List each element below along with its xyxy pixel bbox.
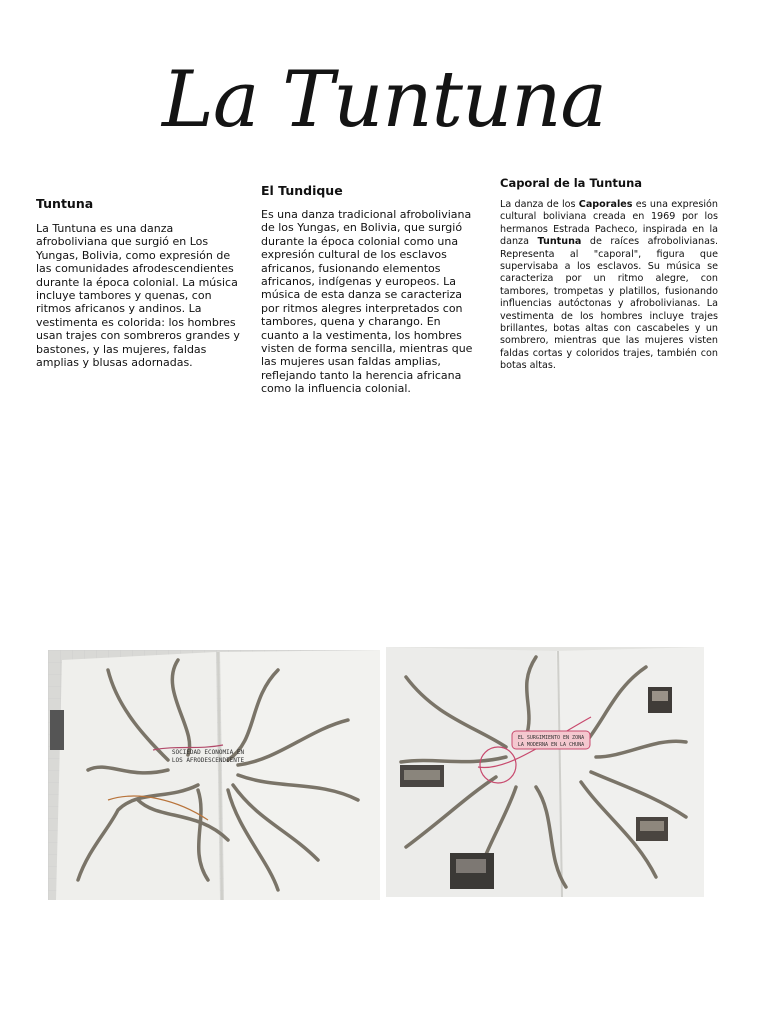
- section-body: [500, 199, 718, 373]
- section-body: Es una danza tradicional afroboliviana de los Yungas, en Bolivia, que surgió durante la época colonial como una expresión cultural de los esclavos africanos, fusionando elementos africanos, indígenas y europeos. La música de esta danza se caracteriza por ritmos alegres interpretados con tambores, quena y charango. En cuanto a la vestimenta, los hombres visten de forma sencilla, mientras que las mujeres usan faldas amplias, reflejando tanto la herencia africana como la influencia colonial.: [261, 208, 473, 396]
- body-text: de raíces afrobolivianas. Representa al "caporal", figura que supervisaba a los esclavos. Su música se caracteriza por un ritmo alegre, con tambores, trompetas y platillos, fusionando influencias autóctonas y afrobolivianas. La vestimenta de los hombres incluye trajes brillantes, botas altas con cascabeles y un sombrero, mientras que las mujeres visten faldas cortas y coloridos trajes, también con botas altas.: [500, 236, 719, 372]
- section-body: La Tuntuna es una danza afroboliviana que surgió en Los Yungas, Bolivia, como expresión de las comunidades afrodescendientes durante la época colonial. La música incluye tambores y quenas, con ritmos africanos y andinos. La vestimenta es colorida: los hombres usan trajes con sombreros grandes y bastones, y las mujeres, faldas amplias y blusas adornadas.: [36, 222, 240, 370]
- mind-map-center-text: SOCIEDAD ECONOMIA EN: [171, 749, 245, 756]
- section-heading: Tuntuna: [36, 196, 94, 211]
- mind-map-center-text: EL SURGIMIENTO EN ZONA: [517, 735, 585, 741]
- page-title: La Tuntuna: [162, 55, 606, 145]
- mind-map-photo-2: [386, 647, 704, 897]
- section-el-tundique: [261, 183, 475, 396]
- body-text: es una expresión cultural boliviana creada en 1969 por los hermanos Estrada Pacheco, inspirada en la danza: [500, 199, 718, 248]
- mind-map-center-text: LOS AFRODESCENDIENTE: [171, 757, 245, 764]
- body-text: La danza de los: [500, 199, 579, 210]
- page-title-banner: [0, 40, 768, 160]
- section-heading: El Tundique: [261, 183, 343, 198]
- section-caporal: [500, 176, 718, 373]
- body-bold-text: Caporales: [578, 199, 633, 210]
- body-bold-text: Tuntuna: [537, 236, 582, 248]
- section-tuntuna: [36, 196, 244, 369]
- mind-map-center-text: LA MODERNA EN LA CHUNA: [517, 742, 585, 748]
- section-heading: Caporal de la Tuntuna: [500, 176, 643, 190]
- mind-map-photo-1: [48, 650, 380, 900]
